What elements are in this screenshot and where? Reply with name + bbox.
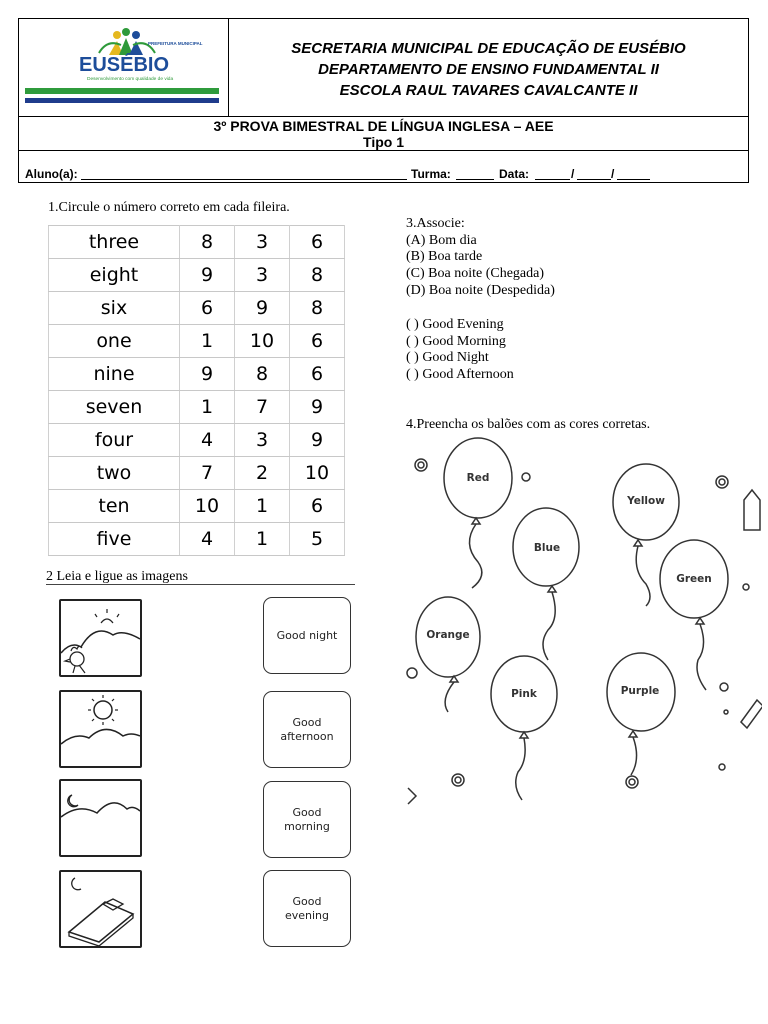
- date-day-field[interactable]: [535, 179, 570, 180]
- balloon-green-label: Green: [676, 573, 712, 585]
- number-option[interactable]: 6: [290, 226, 345, 259]
- night-bed-image[interactable]: [59, 870, 142, 948]
- afternoon-sun-image[interactable]: [59, 690, 142, 768]
- card-good-afternoon[interactable]: Good afternoon: [263, 691, 351, 768]
- logo-cell: [19, 19, 229, 116]
- logo-tagline: Desenvolvimento com qualidade de vida: [87, 77, 174, 82]
- number-option[interactable]: 6: [290, 490, 345, 523]
- logo-brand: EUSÉBIO: [79, 54, 170, 76]
- number-option[interactable]: 10: [290, 457, 345, 490]
- crayon-icon: [744, 490, 760, 530]
- student-name-field[interactable]: [81, 179, 407, 180]
- number-option[interactable]: 4: [180, 523, 235, 556]
- q3-items: [406, 317, 514, 384]
- number-option[interactable]: 9: [290, 391, 345, 424]
- number-table-row: [49, 457, 345, 490]
- number-option[interactable]: 9: [235, 292, 290, 325]
- exam-type: Tipo 1: [363, 134, 404, 150]
- evening-moon-image[interactable]: [59, 779, 142, 857]
- q3-option-a: (A) Bom dia: [406, 232, 477, 248]
- header-line-3: ESCOLA RAUL TAVARES CAVALCANTE II: [339, 82, 638, 99]
- date-label: Data:: [499, 167, 530, 181]
- q3-item-afternoon[interactable]: ( ) Good Afternoon: [406, 367, 514, 383]
- municipality-logo: [23, 25, 223, 115]
- number-option[interactable]: 8: [180, 226, 235, 259]
- q3-title: 3.Associe:: [406, 216, 465, 231]
- class-label: Turma:: [411, 167, 451, 181]
- student-info-row: Aluno(a): Turma: Data: / /: [19, 151, 748, 184]
- card-good-night[interactable]: Good night: [263, 597, 351, 674]
- student-label: Aluno(a):: [25, 167, 78, 181]
- number-option[interactable]: 3: [235, 424, 290, 457]
- number-word: seven: [49, 391, 180, 424]
- header-line-2: DEPARTAMENTO DE ENSINO FUNDAMENTAL II: [318, 61, 659, 78]
- number-word: one: [49, 325, 180, 358]
- number-option[interactable]: 5: [290, 523, 345, 556]
- q3-item-morning[interactable]: ( ) Good Morning: [406, 333, 506, 349]
- number-option[interactable]: 1: [180, 325, 235, 358]
- number-word: ten: [49, 490, 180, 523]
- q3-item-night[interactable]: ( ) Good Night: [406, 350, 489, 366]
- card-good-evening[interactable]: Good evening: [263, 870, 351, 947]
- sunrise-rooster-image[interactable]: [59, 599, 142, 677]
- number-table-row: [49, 226, 345, 259]
- number-option[interactable]: 3: [235, 226, 290, 259]
- q3-options: [406, 216, 555, 300]
- balloon-purple-label: Purple: [620, 685, 660, 697]
- number-table-row: [49, 358, 345, 391]
- card-good-morning[interactable]: Good morning: [263, 781, 351, 858]
- number-option[interactable]: 7: [180, 457, 235, 490]
- number-word: eight: [49, 259, 180, 292]
- number-option[interactable]: 9: [290, 424, 345, 457]
- balloon-pink-label: Pink: [511, 688, 537, 700]
- number-option[interactable]: 6: [290, 358, 345, 391]
- number-option[interactable]: 9: [180, 259, 235, 292]
- number-option[interactable]: 3: [235, 259, 290, 292]
- number-option[interactable]: 10: [235, 325, 290, 358]
- number-word: two: [49, 457, 180, 490]
- number-word: four: [49, 424, 180, 457]
- confetti-ring-icon: [415, 459, 427, 471]
- number-option[interactable]: 8: [290, 259, 345, 292]
- exam-title-row: [19, 116, 748, 151]
- number-table-row: [49, 424, 345, 457]
- number-option[interactable]: 9: [180, 358, 235, 391]
- balloons-drawing: [406, 432, 762, 812]
- number-option[interactable]: 4: [180, 424, 235, 457]
- q3-option-d: (D) Boa noite (Despedida): [406, 282, 555, 298]
- number-option[interactable]: 8: [290, 292, 345, 325]
- date-year-field[interactable]: [617, 179, 650, 180]
- number-option[interactable]: 7: [235, 391, 290, 424]
- number-option[interactable]: 6: [180, 292, 235, 325]
- q4-title: 4.Preencha os balões com as cores corretas.: [406, 417, 651, 432]
- number-word: five: [49, 523, 180, 556]
- balloon-blue-label: Blue: [533, 542, 561, 554]
- header-table: [18, 18, 749, 183]
- q1-title: 1.Circule o número correto em cada fileira.: [48, 200, 290, 215]
- q2-title: 2 Leia e ligue as imagens: [46, 569, 355, 585]
- crayon-icon: [741, 700, 762, 728]
- number-table-row: [49, 259, 345, 292]
- number-word: nine: [49, 358, 180, 391]
- people-icon: [99, 28, 155, 55]
- q3-option-c: (C) Boa noite (Chegada): [406, 266, 545, 282]
- number-option[interactable]: 8: [235, 358, 290, 391]
- number-option[interactable]: 1: [235, 490, 290, 523]
- exam-title: 3º PROVA BIMESTRAL DE LÍNGUA INGLESA – AEE: [213, 118, 554, 134]
- number-option[interactable]: 1: [180, 391, 235, 424]
- logo-top-text: PREFEITURA MUNICIPAL: [148, 41, 203, 46]
- number-option[interactable]: 1: [235, 523, 290, 556]
- number-table-row: [49, 325, 345, 358]
- class-field[interactable]: [456, 179, 494, 180]
- number-table-row: [49, 523, 345, 556]
- number-option[interactable]: 2: [235, 457, 290, 490]
- number-table-row: [49, 391, 345, 424]
- number-option[interactable]: 10: [180, 490, 235, 523]
- school-title: [229, 19, 748, 116]
- number-table-row: [49, 490, 345, 523]
- number-word: three: [49, 226, 180, 259]
- q3-item-evening[interactable]: ( ) Good Evening: [406, 317, 504, 332]
- balloon-yellow-label: Yellow: [627, 495, 665, 507]
- header-line-1: SECRETARIA MUNICIPAL DE EDUCAÇÃO DE EUSÉBIO: [291, 40, 686, 57]
- number-word: six: [49, 292, 180, 325]
- q3-option-b: (B) Boa tarde: [406, 249, 483, 265]
- date-month-field[interactable]: [577, 179, 611, 180]
- number-table-row: [49, 292, 345, 325]
- number-table: [48, 225, 345, 556]
- balloon-orange-label: Orange: [426, 629, 470, 641]
- number-option[interactable]: 6: [290, 325, 345, 358]
- balloon-red-label: Red: [466, 472, 490, 484]
